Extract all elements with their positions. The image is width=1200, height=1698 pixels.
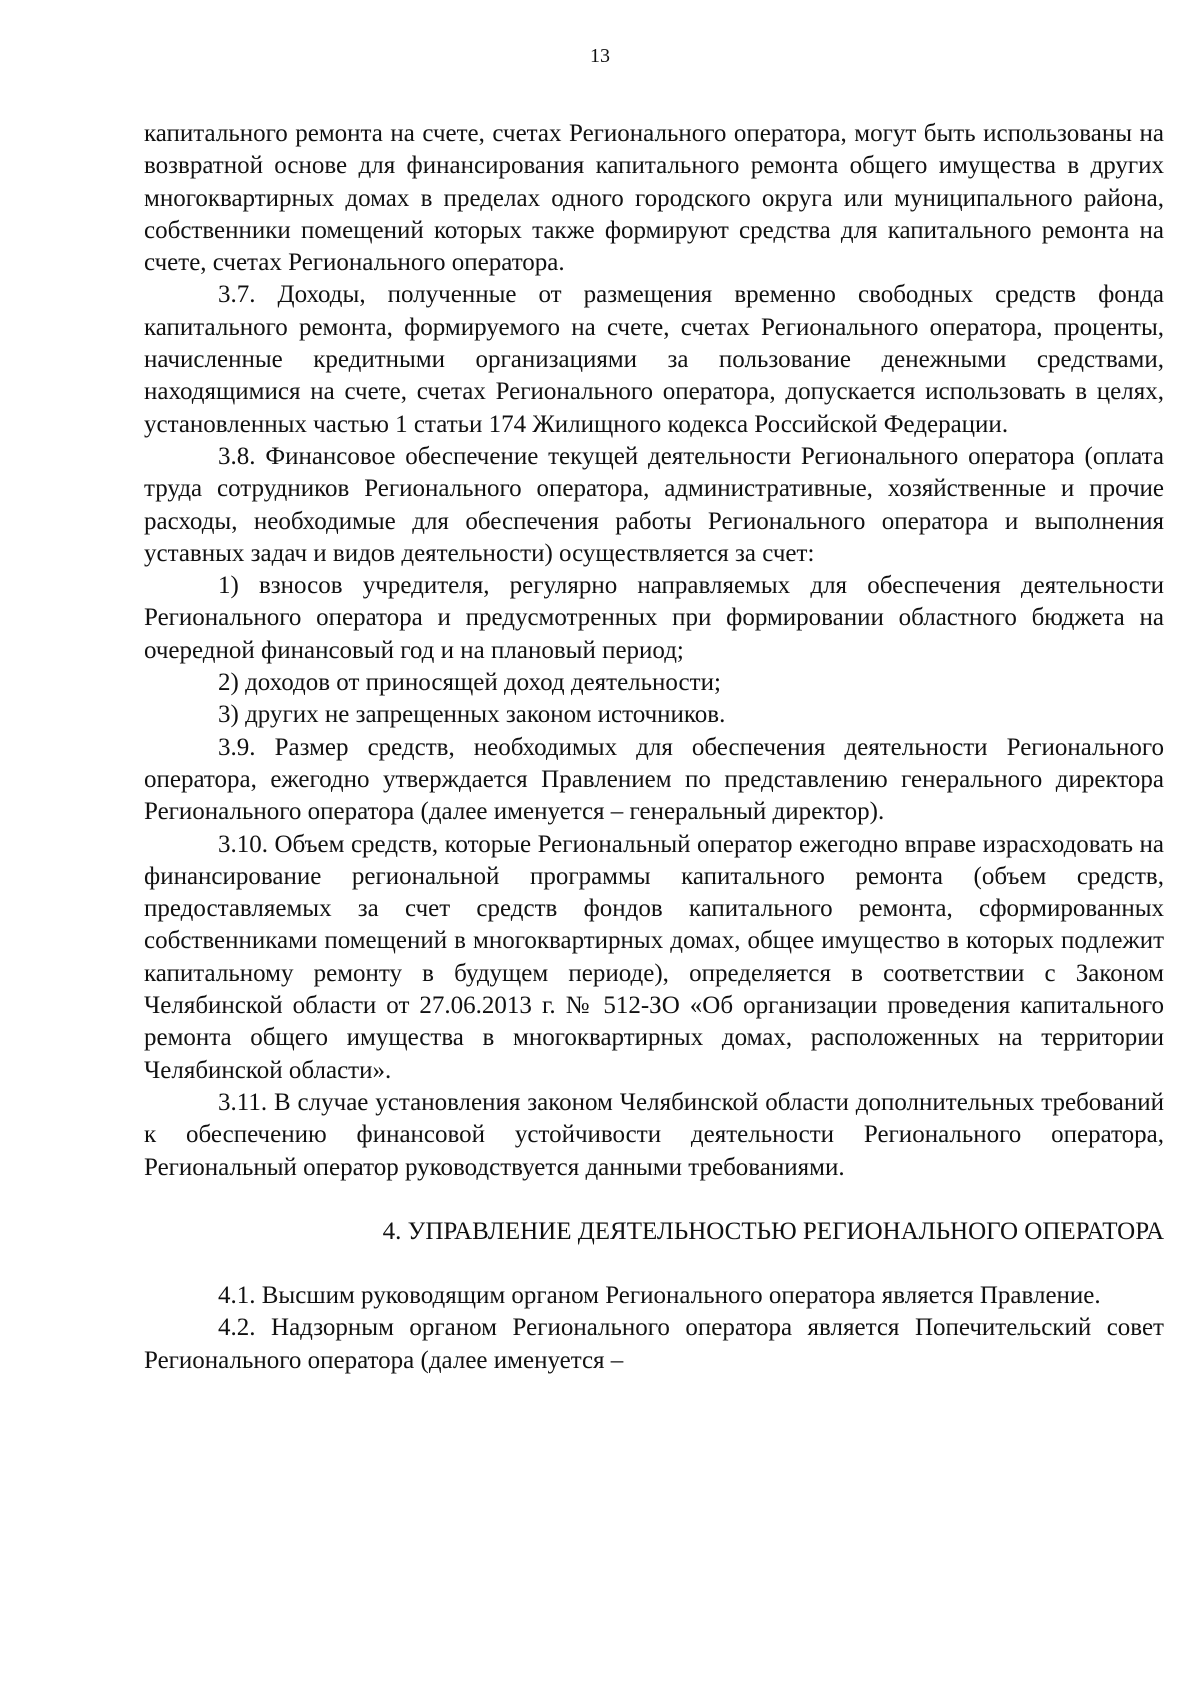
paragraph-3-8: 3.8. Финансовое обеспечение текущей деятельности Регионального оператора (оплата труда сотрудников Регионального оператора, административные, хозяйственные и прочие расходы, необходимые для обеспечения работы Регионального оператора и выполнения уставных задач и видов деятельности) осуществляется за счет: (144, 442, 1164, 567)
paragraph-3-7: 3.7. Доходы, полученные от размещения временно свободных средств фонда капитального ремонта, формируемого на счете, счетах Регионального оператора, проценты, начисленные кредитными организациями за пользование денежными средствами, находящимися на счете, счетах Регионального оператора, допускается использовать в целях, установленных частью 1 статьи 174 Жилищного кодекса Российской Федерации. (144, 281, 1164, 438)
paragraph-continuation: капитального ремонта на счете, счетах Регионального оператора, могут быть использованы на возвратной основе для финансирования капитального ремонта общего имущества в других многоквартирных домах в пределах одного городского округа или муниципального района, собственники помещений которых также формируют средства для капитального ремонта на счете, счетах Регионального оператора. (144, 120, 1164, 277)
paragraph-3-11: 3.11. В случае установления законом Челябинской области дополнительных требований к обеспечению финансовой устойчивости деятельности Регионального оператора, Региональный оператор руководствуется данными требованиями. (144, 1088, 1164, 1181)
list-item-3: 3) других не запрещенных законом источников. (218, 701, 726, 729)
list-item-2: 2) доходов от приносящей доход деятельности; (218, 669, 721, 697)
section-heading: 4. УПРАВЛЕНИЕ ДЕЯТЕЛЬНОСТЬЮ РЕГИОНАЛЬНОГО ОПЕРАТОРА (382, 1217, 1164, 1245)
paragraph-4-1: 4.1. Высшим руководящим органом Регионального оператора является Правление. (218, 1282, 1101, 1310)
paragraph-4-2: 4.2. Надзорным органом Регионального оператора является Попечительский совет Регионального оператора (далее именуется – (144, 1314, 1164, 1374)
list-item-1: 1) взносов учредителя, регулярно направляемых для обеспечения деятельности Регионального оператора и предусмотренных при формировании областного бюджета на очередной финансовый год и на плановый период; (144, 572, 1164, 664)
page-number: 13 (590, 45, 610, 67)
paragraph-3-10: 3.10. Объем средств, которые Региональный оператор ежегодно вправе израсходовать на финансирование региональной программы капитального ремонта (объем средств, предоставляемых за счет средств фондов капитального ремонта, сформированных собственниками помещений в многоквартирных домах, общее имущество в которых подлежит капитальному ремонту в будущем периоде), определяется в соответствии с Законом Челябинской области от 27.06.2013 г. № 512-ЗО «Об организации проведения капитального ремонта общего имущества в многоквартирных домах, расположенных на территории Челябинской области». (144, 830, 1164, 1084)
document-body (144, 118, 1164, 1377)
paragraph-3-9: 3.9. Размер средств, необходимых для обеспечения деятельности Регионального оператора, ежегодно утверждается Правлением по представлению генерального директора Регионального оператора (далее именуется – генеральный директор). (144, 733, 1164, 826)
